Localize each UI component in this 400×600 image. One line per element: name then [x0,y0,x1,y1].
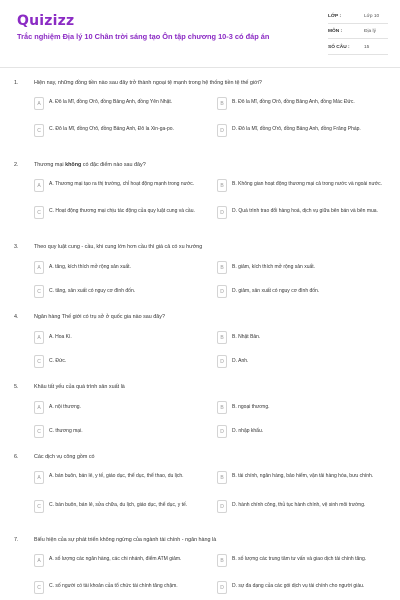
question-text: Theo quy luật cung - cầu, khi cung lớn hơn cầu thì giá cả có xu hướng [34,244,203,250]
option-text: B. số lượng các trung tâm tư vấn và giao dịch tài chính tăng. [232,556,367,562]
option-letter-box: B [217,554,227,567]
option-letter-box: C [34,581,44,594]
question-text [34,162,389,168]
option-text: D. hành chính công, thủ tục hành chính, vệ sinh môi trường. [232,502,366,508]
option-letter-box: C [34,206,44,219]
option-text: A. nội thương. [49,404,81,410]
option-letter-box: B [217,179,227,192]
quizizz-logo: Quizizz [17,13,75,29]
option-text: D. Anh. [232,358,249,364]
option-text: A. tăng, kích thích mở rộng sản xuất. [49,264,131,270]
option-letter-box: A [34,471,44,484]
option-text: C. thương mại. [49,428,83,434]
option-letter-box: D [217,206,227,219]
meta-class-value: Lớp 10 [364,14,380,19]
option-letter-box: D [217,285,227,298]
option-letter-box: B [217,471,227,484]
option-text: D. Quá trình trao đổi hàng hoá, dịch vụ giữa bên bán và bên mua. [232,208,378,214]
question-number: 3. [14,244,19,250]
option-text: C. Đô la Mĩ, đồng Ơrô, đồng Bảng Anh, Đô la Xin-ga-po. [49,126,174,132]
question-text: Khâu tất yếu của quá trình sản xuất là [34,384,125,390]
question-text: Ngân hàng Thế giới có trụ sở ở quốc gia nào sau đây? [34,314,165,320]
question-number: 2. [14,162,19,168]
option-text: A. bán buôn, bán lẻ, y tế, giáo dục, thể dục, thể thao, du lịch. [49,473,184,479]
option-text: A. Thương mại tạo ra thị trường, chỉ hoạt động mạnh trong nước. [49,181,195,187]
meta-subject-value: Địa lý [364,29,376,34]
option-text: C. bán buôn, bán lẻ, sửa chữa, du lịch, giáo dục, thể dục, y tế. [49,502,188,508]
option-letter-box: D [217,500,227,513]
option-text: C. số người có tài khoản của tổ chức tài chính tăng chậm. [49,583,178,589]
option-letter-box: D [217,124,227,137]
question-text: Hiện nay, những đồng tiền nào sau đây trở thành ngoại tệ mạnh trong hệ thống tiền tệ thế giới? [34,80,262,86]
option-letter-box: B [217,97,227,110]
question-number: 7. [14,537,19,543]
option-text: A. Hoa Kì. [49,334,72,340]
option-letter-box: C [34,285,44,298]
option-text: B. Đô la Mĩ, đồng Ơrô, đồng Bảng Anh, đồng Mác Đức. [232,99,355,105]
meta-subject-label: MÔN : [328,29,343,34]
option-letter-box: C [34,124,44,137]
meta-divider [328,38,388,39]
question-text-emphasis: không [65,162,82,168]
option-text: B. giảm, kích thích mở rộng sản xuất. [232,264,316,270]
page-title: Trắc nghiệm Địa lý 10 Chân trời sáng tạo Ôn tập chương 10-3 có đáp án [17,32,270,41]
option-letter-box: A [34,331,44,344]
option-letter-box: C [34,500,44,513]
question-text: Biểu hiện của sự phát triển không ngừng của ngành tài chính - ngân hàng là [34,537,217,543]
meta-count-label: SỐ CÂU : [328,45,350,50]
option-text: C. Đức. [49,358,67,364]
option-text: D. nhập khẩu. [232,428,264,434]
option-text: D. Đô la Mĩ, đồng Ơrô, đồng Bảng Anh, đồng Frăng Pháp. [232,126,361,132]
option-text: A. số lượng các ngân hàng, các chi nhánh, điểm ATM giảm. [49,556,182,562]
meta-divider [328,23,388,24]
option-letter-box: A [34,401,44,414]
option-text: D. giảm, sản xuất có nguy cơ đình đốn. [232,288,320,294]
option-letter-box: D [217,355,227,368]
question-number: 1. [14,80,19,86]
option-text: B. ngoại thương. [232,404,270,410]
question-number: 5. [14,384,19,390]
option-text: B. Nhật Bản. [232,334,261,340]
option-letter-box: C [34,355,44,368]
option-text: D. sự đa dạng của các gói dịch vụ tài chính cho người giàu. [232,583,365,589]
option-text: B. tài chính, ngân hàng, bảo hiểm, vận tải hàng hóa, bưu chính. [232,473,374,479]
meta-count-value: 15 [364,45,370,50]
option-letter-box: A [34,554,44,567]
header-divider [0,67,400,68]
question-text: Các dịch vụ công gồm có [34,454,95,460]
question-number: 6. [14,454,19,460]
option-text: C. tăng, sản xuất có nguy cơ đình đốn. [49,288,136,294]
question-text-start: Thương mại [34,162,66,168]
option-letter-box: B [217,401,227,414]
option-letter-box: B [217,261,227,274]
question-number: 4. [14,314,19,320]
option-letter-box: A [34,97,44,110]
question-text-end: có đặc điểm nào sau đây? [81,162,146,168]
option-letter-box: C [34,425,44,438]
option-letter-box: A [34,179,44,192]
option-letter-box: A [34,261,44,274]
option-letter-box: B [217,331,227,344]
option-letter-box: D [217,425,227,438]
option-text: B. Không gian hoạt động thương mại cả trong nước và ngoài nước. [232,181,382,187]
meta-class-label: LỚP : [328,14,342,19]
option-letter-box: D [217,581,227,594]
option-text: A. Đô la Mĩ, đồng Ơrô, đồng Bảng Anh, đồng Yên Nhật. [49,99,173,105]
option-text: C. Hoạt động thương mại chịu tác động của quy luật cung và cầu. [49,208,195,214]
meta-divider [328,54,388,55]
